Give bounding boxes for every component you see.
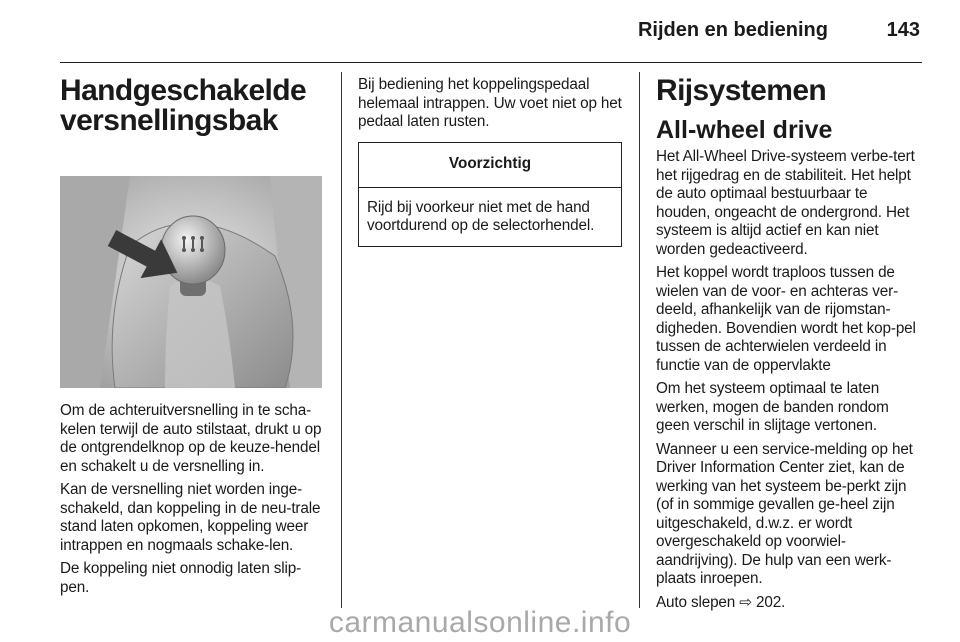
column-right (656, 72, 922, 617)
paragraph: De koppeling niet onnodig laten slip-pen. (60, 560, 302, 596)
paragraph: Om de achteruitversnelling in te scha-kelen terwijl de auto stilstaat, drukt u op de ontgrendelknop op de keuze-hendel en schakelt u de versnelling in. (60, 402, 322, 475)
paragraph: Wanneer u een service-melding op het Driver Information Center ziet, kan de werking van het systeem be-perkt zijn (of in sommige gevallen ge-heel zijn uitgeschakeld, d.w.z. er wordt overgeschakeld op voorwiel-aandrijving). De hulp van een werk-plaats inroepen. (656, 440, 913, 587)
page-number: 143 (886, 19, 920, 41)
paragraph: Om het systeem optimaal te laten werken, mogen de banden rondom geen verschil in slijtage vertonen. (656, 380, 889, 434)
paragraph: Kan de versnelling niet worden inge-schakeld, dan koppeling in de neu-trale stand laten opkomen, koppeling weer intrappen en nogmaals schake-len. (60, 481, 321, 554)
subsection-heading: All-wheel drive (656, 116, 833, 144)
column-middle (358, 72, 622, 247)
page-header (60, 0, 922, 63)
column-divider (341, 72, 342, 608)
arrow-icon: ⇨ (739, 593, 752, 611)
column-left (60, 72, 326, 602)
section-heading: Rijsystemen (656, 74, 827, 107)
gear-shift-illustration (60, 176, 322, 388)
gear-knob-icon (60, 176, 322, 388)
paragraph: Het koppel wordt traploos tussen de wielen van de voor- en achteras ver-deeld, afhankelijk van de rijomstan-digheden. Bovendien wordt het kop-pel tussen de achterwielen verdeeld in functie van de oppervlakte (656, 264, 916, 374)
xref-page: 202. (756, 593, 786, 611)
header-title: Rijden en bediening (637, 19, 828, 41)
section-heading: Handgeschakelde versnellingsbak (60, 74, 307, 137)
caution-body (359, 188, 621, 246)
caution-title: Voorzichtig (359, 143, 621, 188)
caution-box (358, 142, 622, 247)
paragraph: Het All-Wheel Drive-systeem verbe-tert het rijgedrag en de stabiliteit. Het helpt de auto optimaal bestuurbaar te houden, ongeacht de ondergrond. Het systeem is altijd actief en kan niet worden gedeactiveerd. (656, 148, 915, 258)
column-divider (639, 72, 640, 608)
caution-text: Rijd bij voorkeur niet met de hand voortdurend op de selectorhendel. (367, 198, 595, 234)
paragraph: Bij bediening het koppelingspedaal helemaal intrappen. Uw voet niet op het pedaal laten rusten. (358, 76, 622, 130)
watermark: carmanualsonline.info (328, 606, 632, 639)
xref-text: Auto slepen (656, 593, 736, 611)
